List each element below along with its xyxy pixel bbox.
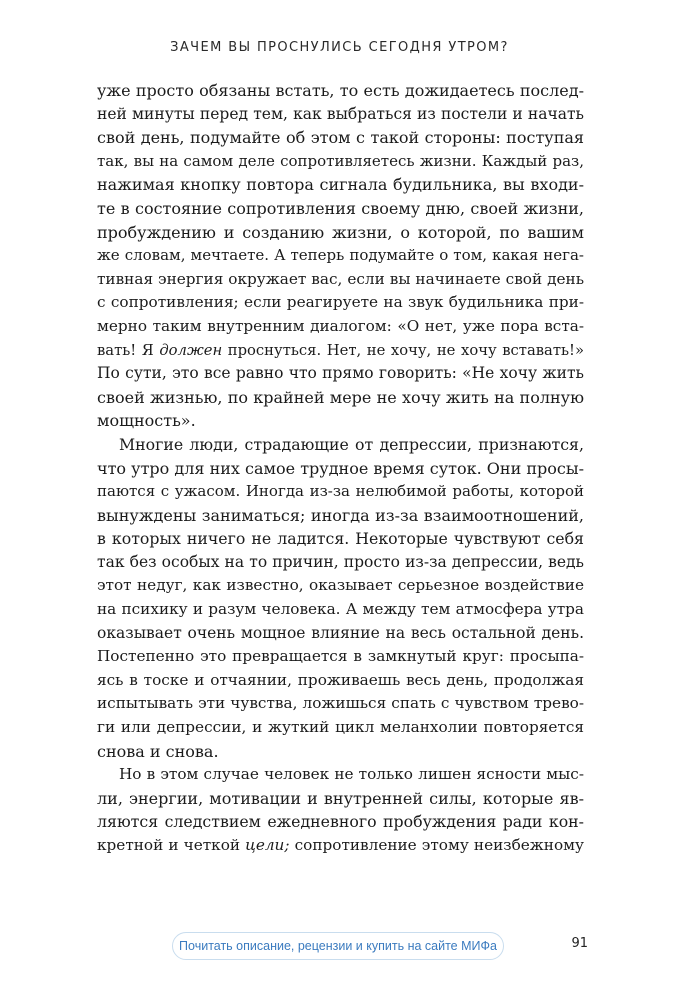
text-line <box>97 834 584 858</box>
italic-word: должен <box>159 341 223 359</box>
running-header: ЗАЧЕМ ВЫ ПРОСНУЛИСЬ СЕГОДНЯ УТРОМ? <box>170 40 509 55</box>
text-segment: вать! Я <box>97 341 160 359</box>
text-line <box>97 339 584 363</box>
text-line: же словам, мечтаете. А теперь подумайте о том, какая нега- <box>97 246 584 265</box>
paragraph-2 <box>97 433 584 763</box>
text-line: уже просто обязаны встать, то есть дожидаетесь послед- <box>97 81 584 100</box>
text-line: тивная энергия окружает вас, если вы начинаете свой день <box>97 269 584 288</box>
text-segment: проснуться. Нет, не хочу, не хочу вставать!» <box>222 341 584 359</box>
text-line: ясь в тоске и отчаянии, проживаешь весь день, продолжая <box>97 670 584 689</box>
text-line: мерно таким внутренним диалогом: «О нет, уже пора вста- <box>97 316 584 335</box>
text-line: Постепенно это превращается в замкнутый круг: просыпа- <box>97 647 584 666</box>
text-line: вынуждены заниматься; иногда из-за взаимоотношений, <box>97 505 584 525</box>
text-line: По сути, это все равно что прямо говорить: «Не хочу жить <box>97 364 584 383</box>
text-line: пробуждению и созданию жизни, о которой, по вашим <box>97 222 584 242</box>
text-segment: кретной и четкой <box>97 836 246 854</box>
text-line: Многие люди, страдающие от депрессии, признаются, <box>119 434 584 454</box>
text-line: ги или депрессии, и жуткий цикл меланхолии повторяется <box>97 718 584 737</box>
text-line: паются с ужасом. Иногда из-за нелюбимой работы, которой <box>97 482 584 501</box>
text-line: ляются следствием ежедневного пробуждения ради кон- <box>97 812 584 832</box>
text-line: нажимая кнопку повтора сигнала будильника, вы входи- <box>97 175 584 195</box>
text-line: так без особых на то причин, просто из-за депрессии, ведь <box>97 552 584 571</box>
text-line: ней минуты перед тем, как выбраться из постели и начать <box>97 104 584 123</box>
paragraph-1 <box>97 79 584 433</box>
text-line: на психику и разум человека. А между тем атмосфера утра <box>97 600 584 619</box>
text-segment: сопротивление этому неизбежному <box>289 836 584 854</box>
page-body <box>97 79 584 858</box>
text-line: с сопротивления; если реагируете на звук будильника при- <box>97 293 584 312</box>
text-line: в которых ничего не ладится. Некоторые чувствуют себя <box>97 529 584 549</box>
page-number: 91 <box>571 936 588 951</box>
text-line: своей жизнью, по крайней мере не хочу жить на полную <box>97 387 584 407</box>
text-line: снова и снова. <box>97 741 219 761</box>
text-line: так, вы на самом деле сопротивляетесь жизни. Каждый раз, <box>97 151 584 170</box>
text-line: испытывать эти чувства, ложишься спать с чувством трево- <box>97 694 584 713</box>
text-line: мощность». <box>97 411 196 431</box>
text-line: этот недуг, как известно, оказывает серьезное воздействие <box>97 576 584 595</box>
italic-word: цели; <box>245 836 290 854</box>
text-line: Но в этом случае человек не только лишен ясности мыс- <box>119 765 584 784</box>
buy-on-mif-link[interactable]: Почитать описание, рецензии и купить на сайте МИФа <box>172 932 504 960</box>
paragraph-3 <box>97 763 584 857</box>
text-line: ли, энергии, мотивации и внутренней силы, которые яв- <box>97 788 584 808</box>
text-line: те в состояние сопротивления своему дню, своей жизни, <box>97 198 584 218</box>
text-line: что утро для них самое трудное время суток. Они просы- <box>97 458 584 478</box>
text-line: оказывает очень мощное влияние на весь остальной день. <box>97 623 584 642</box>
text-line: свой день, подумайте об этом с такой стороны: поступая <box>97 128 584 148</box>
